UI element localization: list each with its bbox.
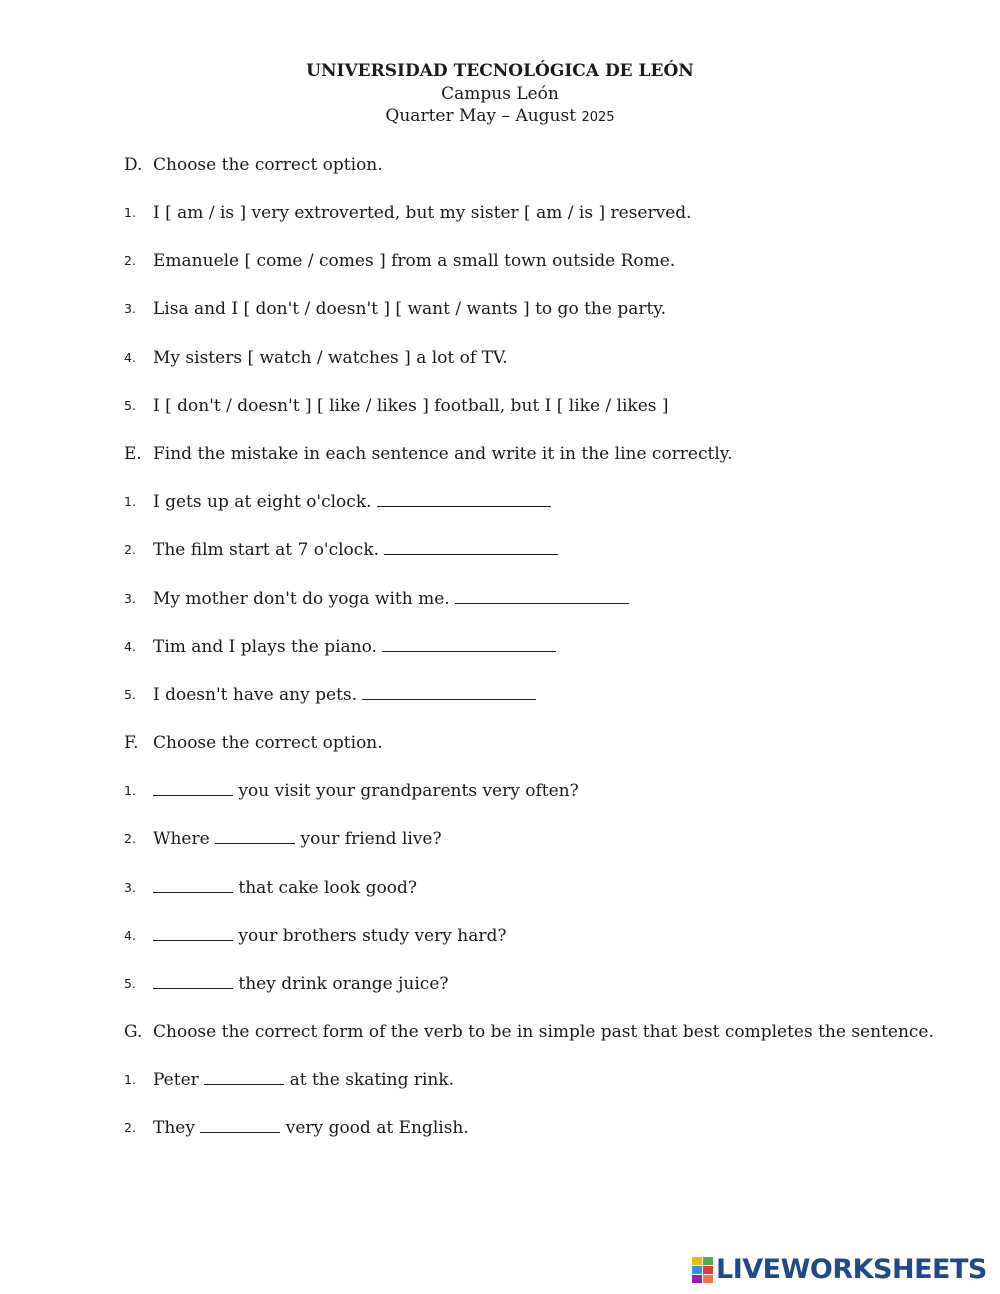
item-text-after: very good at English.: [285, 1118, 469, 1138]
item-text-before: Where: [153, 829, 210, 849]
quarter-year: 2025: [581, 110, 615, 125]
item-number: 1.: [124, 494, 136, 509]
section-f-heading: [0, 730, 1000, 756]
item-text: I [ don't / doesn't ] [ like / likes ] football, but I [ like / likes ]: [153, 396, 669, 416]
answer-blank[interactable]: [200, 1117, 280, 1133]
section-g-heading: [0, 1019, 1000, 1045]
exercise-item: [0, 634, 1000, 660]
exercise-item: [0, 826, 1000, 852]
answer-blank[interactable]: [153, 973, 233, 989]
section-title: Find the mistake in each sentence and write it in the line correctly.: [153, 444, 733, 464]
exercise-item: [0, 1067, 1000, 1093]
item-text-after: at the skating rink.: [289, 1070, 455, 1090]
exercise-item: [0, 586, 1000, 612]
item-number: 4.: [124, 928, 136, 943]
item-number: 5.: [124, 687, 136, 702]
item-number: 3.: [124, 301, 136, 316]
item-text: Lisa and I [ don't / doesn't ] [ want / wants ] to go the party.: [153, 299, 667, 319]
exercise-item: [0, 248, 1000, 274]
logo-tile: [703, 1257, 713, 1265]
section-title: Choose the correct form of the verb to be in simple past that best completes the sentence.: [153, 1022, 934, 1042]
item-number: 4.: [124, 350, 136, 365]
answer-blank[interactable]: [153, 925, 233, 941]
item-number: 2.: [124, 253, 136, 268]
document-header: [0, 60, 1000, 130]
section-d-heading: [0, 152, 1000, 178]
item-number: 2.: [124, 1120, 136, 1135]
answer-blank[interactable]: [362, 684, 536, 700]
logo-tile: [703, 1275, 713, 1283]
section-marker: F.: [124, 733, 139, 753]
item-text-after: they drink orange juice?: [238, 974, 449, 994]
item-text-after: your brothers study very hard?: [238, 926, 507, 946]
liveworksheets-logo: [692, 1254, 987, 1284]
answer-blank[interactable]: [215, 828, 295, 844]
section-marker: E.: [124, 444, 142, 464]
exercise-item: [0, 200, 1000, 226]
logo-text: LIVEWORKSHEETS: [716, 1253, 987, 1285]
item-number: 1.: [124, 783, 136, 798]
logo-tile: [703, 1266, 713, 1274]
exercise-item: [0, 971, 1000, 997]
answer-blank[interactable]: [455, 588, 629, 604]
answer-blank[interactable]: [153, 877, 233, 893]
logo-tile: [692, 1275, 702, 1283]
exercise-item: [0, 1115, 1000, 1141]
answer-blank[interactable]: [204, 1069, 284, 1085]
quarter-line: [0, 105, 1000, 130]
section-marker: D.: [124, 155, 143, 175]
exercise-item: [0, 923, 1000, 949]
exercise-item: [0, 537, 1000, 563]
item-text: I gets up at eight o'clock.: [153, 492, 372, 512]
exercise-item: [0, 489, 1000, 515]
item-number: 4.: [124, 639, 136, 654]
answer-blank[interactable]: [382, 636, 556, 652]
item-text-after: you visit your grandparents very often?: [238, 781, 579, 801]
item-number: 3.: [124, 880, 136, 895]
item-text: I doesn't have any pets.: [153, 685, 358, 705]
section-marker: G.: [124, 1022, 143, 1042]
item-text: My sisters [ watch / watches ] a lot of TV.: [153, 348, 508, 368]
item-text: Tim and I plays the piano.: [153, 637, 377, 657]
item-number: 1.: [124, 1072, 136, 1087]
item-number: 1.: [124, 205, 136, 220]
item-number: 2.: [124, 542, 136, 557]
exercise-item: [0, 778, 1000, 804]
logo-tile: [692, 1257, 702, 1265]
item-text-after: your friend live?: [300, 829, 442, 849]
item-number: 5.: [124, 976, 136, 991]
exercise-item: [0, 345, 1000, 371]
item-number: 5.: [124, 398, 136, 413]
item-text-after: that cake look good?: [238, 878, 417, 898]
item-text: Emanuele [ come / comes ] from a small town outside Rome.: [153, 251, 676, 271]
exercise-item: [0, 682, 1000, 708]
item-number: 2.: [124, 831, 136, 846]
section-title: Choose the correct option.: [153, 155, 383, 175]
logo-tile: [692, 1266, 702, 1274]
item-text-before: Peter: [153, 1070, 199, 1090]
campus-name: Campus León: [441, 83, 559, 104]
section-e-heading: [0, 441, 1000, 467]
item-text: The film start at 7 o'clock.: [153, 540, 380, 560]
section-title: Choose the correct option.: [153, 733, 383, 753]
item-text: I [ am / is ] very extroverted, but my sister [ am / is ] reserved.: [153, 203, 692, 223]
item-text-before: They: [153, 1118, 195, 1138]
exercise-item: [0, 296, 1000, 322]
item-number: 3.: [124, 591, 136, 606]
answer-blank[interactable]: [377, 491, 551, 507]
quarter-text: Quarter May – August: [385, 106, 577, 126]
answer-blank[interactable]: [384, 539, 558, 555]
exercise-item: [0, 875, 1000, 901]
item-text: My mother don't do yoga with me.: [153, 589, 450, 609]
university-name: UNIVERSIDAD TECNOLÓGICA DE LEÓN: [306, 61, 694, 81]
logo-icon: [692, 1257, 712, 1281]
exercise-item: [0, 393, 1000, 419]
answer-blank[interactable]: [153, 780, 233, 796]
